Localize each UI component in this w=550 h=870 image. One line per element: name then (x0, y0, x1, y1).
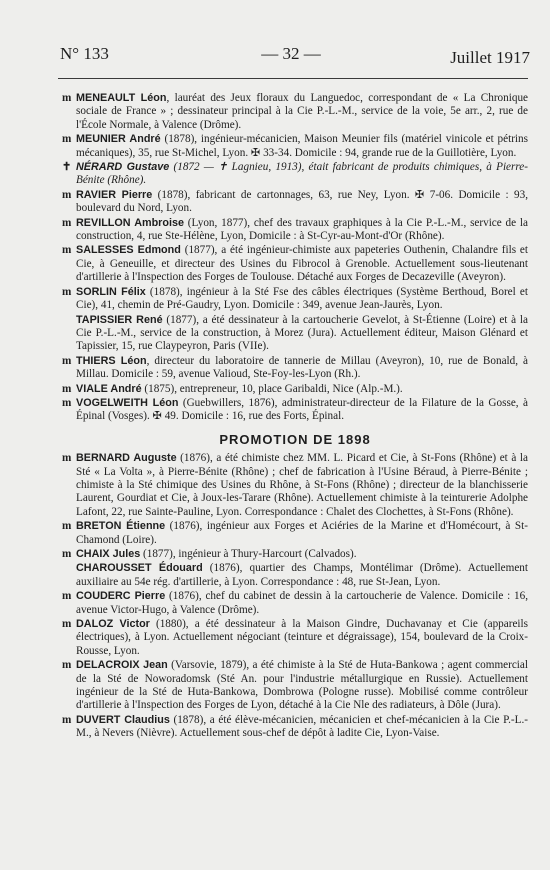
entry-marker: m (62, 713, 72, 726)
member-details: (1876), chef du cabinet de dessin à la cartoucherie de Valence. Domicile : 16, avenue Victor-Hugo, à Valence (Drôme). (76, 590, 528, 616)
member-details: (1877), ingénieur à Thury-Harcourt (Calvados). (140, 548, 357, 560)
member-entry (62, 244, 528, 284)
entry-marker: m (62, 92, 72, 104)
member-entry (62, 314, 528, 354)
member-details: (1880), a été dessinateur à la Maison Gindre, Duchavanay et Cie (appareils électriques), à Lyon. Actuellement négociant (teinture et dégraissage), 154, boulevard de la Croix-Rousse, Lyon. (76, 618, 529, 657)
member-entry (62, 217, 528, 244)
member-entry (62, 286, 528, 313)
entry-marker: ✝ (62, 161, 72, 174)
entry-marker: m (62, 354, 72, 367)
entry-marker: m (62, 659, 72, 672)
member-name: CHAROUSSET Édouard (76, 562, 203, 575)
page-header (52, 42, 530, 76)
entry-marker: m (62, 216, 72, 229)
member-entry (62, 189, 528, 216)
member-entry (62, 383, 528, 396)
member-name: BRETON Étienne (76, 520, 166, 533)
member-entry (62, 452, 528, 519)
entry-marker: m (62, 590, 72, 603)
member-name: DALOZ Victor (76, 618, 150, 631)
member-details: (1872 — ✝ Lagnieu, 1913), était fabricant de produits chimiques, à Pierre-Bénite (Rhône). (76, 161, 528, 187)
issue-number: N° 133 (60, 44, 109, 63)
member-entry (62, 520, 528, 547)
member-details: (Varsovie, 1879), a été chimiste à la Sté de Huta-Bankowa ; agent commercial de la Sté de Noworadomsk (Sté An. pour l'industrie métallurgique en Russie). Actuellement ingénieur de la Sté de Huta-Bankowa, Dombrowa (Pologne russe). Mobilisé comme contrôleur d'artillerie à l'Inspection des Forges de Lyon, détaché à la Cie Nle des radiateurs, à Dôle (Jura). (76, 659, 528, 712)
section-title: PROMOTION DE 1898 (219, 431, 371, 447)
member-entry (62, 659, 528, 713)
member-name: MENEAULT Léon (76, 92, 167, 104)
member-list-upper (62, 92, 528, 424)
page-body (62, 92, 528, 742)
member-entry (62, 355, 528, 382)
member-entry (62, 161, 528, 188)
entry-marker: m (62, 548, 72, 560)
entry-marker: m (62, 188, 72, 201)
member-details: (1876), ingénieur aux Forges et Aciéries de la Marine et d'Homécourt, à St-Chamond (Loire). (76, 520, 528, 546)
entry-marker: m (62, 618, 72, 631)
member-name: MEUNIER André (76, 133, 161, 146)
member-entry (62, 92, 528, 132)
member-entry (62, 590, 528, 617)
member-name: COUDERC Pierre (76, 590, 166, 603)
member-details: (1876), quartier des Champs, Montélimar (Drôme). Actuellement auxiliaire au 54e rég. d'artillerie, à Lyon. Correspondance : 48, rue St-Jean, Lyon. (76, 562, 528, 588)
issue-date: Juillet 1917 (450, 48, 530, 67)
member-details: , lauréat des Jeux floraux du Languedoc, correspondant de « La Chronique sociale de France » ; dessinateur principal à la Cie P.-L.-M., service de la voie, 5e arr., 2, rue de l'École Normale, à Valence (Drôme). (76, 92, 529, 131)
entry-marker: m (62, 382, 72, 395)
member-details: (1877), a été dessinateur à la cartoucherie Gevelot, à St-Étienne (Loire) et à la Cie P.-L.-M., service de la construction, à Morez (Jura). Actuellement éditeur, Maison Glénard et Tapissier, 15, rue Claypeyron, Paris (VIIe). (76, 313, 528, 353)
member-details: (1876), a été chimiste chez MM. L. Picard et Cie, à St-Fons (Rhône) et à la Sté « La Volta », à Pierre-Bénite (Rhône) ; chef de fabrication à l'Usine Béraud, à Pierre-Bénite ; chimiste à la Sté chimique des Usines du Rhône, à St-Fons (Rhône) ; directeur de la blanchisserie Laurent, Gourdiat et Cie, à Joux-les-Tarare (Rhône). Actuellement chimiste à la teinturerie Adolphe Lafont, 22, rue Sainte-Pauline, Lyon. Correspondance : Chalet des Clochettes, à St-Fons (Rhône). (76, 452, 528, 518)
page-number: — 32 — (261, 44, 321, 63)
member-name: VOGELWEITH Léon (76, 396, 179, 409)
member-details: (Lyon, 1877), chef des travaux graphiques à la Cie P.-L.-M., service de la construction, 4, rue Ste-Hélène, Lyon, Domicile : à St-Cyr-au-Mont-d'Or (Rhône). (76, 216, 528, 243)
member-name: RAVIER Pierre (76, 188, 153, 201)
member-details: (1878), a été élève-mécanicien, mécanicien et chef-mécanicien à la Cie P.-L.-M., à Nevers (Nièvre). Actuellement sous-chef de dépôt à ladite Cie, Lyon-Vaise. (76, 713, 528, 740)
member-name: SORLIN Félix (76, 285, 146, 298)
member-name: CHAIX Jules (76, 548, 141, 560)
member-details: (1878), ingénieur-mécanicien, Maison Meunier fils (matériel vinicole et pétrins mécaniques), 35, rue St-Michel, Lyon. ✠ 33-34. Domicile : 94, grande rue de la Guillotière, Lyon. (76, 133, 528, 159)
entry-marker: m (62, 285, 72, 298)
member-name: DUVERT Claudius (76, 713, 170, 726)
member-list-promotion-1898 (62, 452, 528, 741)
member-entry (62, 618, 528, 658)
member-entry (62, 133, 528, 160)
member-name: DELACROIX Jean (76, 659, 168, 672)
entry-marker: m (62, 520, 72, 533)
member-details: (1877), a été ingénieur-chimiste aux papeteries Outhenin, Chalandre fils et Cie, à Geneuille, et directeur des Usines du Fibrocol à Grenoble. Actuellement sous-lieutenant d'artillerie à l'Inspection des Forges de Toulouse. Détaché aux Forges de Decazeville (Aveyron). (76, 244, 528, 284)
member-details: , directeur du laboratoire de tannerie de Millau (Aveyron), 10, rue de Bonald, à Millau. Domicile : 59, avenue Valioud, Ste-Foy-les-Lyon (Rh.). (76, 354, 528, 381)
member-name: VIALE André (76, 382, 142, 395)
member-name: THIERS Léon (76, 354, 147, 367)
entry-marker: m (62, 133, 72, 146)
member-details: (1878), ingénieur à la Sté Fse des câbles électriques (Système Berthoud, Borel et Cie), 41, chemin de Pré-Gaudry, Lyon. Domicile : 349, avenue Jean-Jaurès, Lyon. (76, 285, 528, 312)
entry-marker: m (62, 396, 72, 409)
member-name: SALESSES Edmond (76, 244, 181, 257)
member-entry (62, 562, 528, 589)
member-name: NÉRARD Gustave (76, 161, 170, 174)
member-details: (1875), entrepreneur, 10, place Garibaldi, Nice (Alp.-M.). (141, 382, 403, 395)
member-details: (Guebwillers, 1876), administrateur-directeur de la Filature de la Gosse, à Épinal (Vosges). ✠ 49. Domicile : 16, rue des Forts, Épinal. (76, 396, 528, 423)
member-entry (62, 548, 528, 561)
member-entry (62, 397, 528, 424)
member-entry (62, 714, 528, 741)
header-rule (58, 78, 528, 79)
member-name: TAPISSIER René (76, 313, 163, 326)
entry-marker: m (62, 452, 72, 465)
entry-marker: m (62, 244, 72, 257)
member-name: BERNARD Auguste (76, 452, 177, 465)
member-details: (1878), fabricant de cartonnages, 63, rue Ney, Lyon. ✠ 7-06. Domicile : 93, boulevard du Nord, Lyon. (76, 188, 529, 215)
member-name: REVILLON Ambroise (76, 216, 184, 229)
